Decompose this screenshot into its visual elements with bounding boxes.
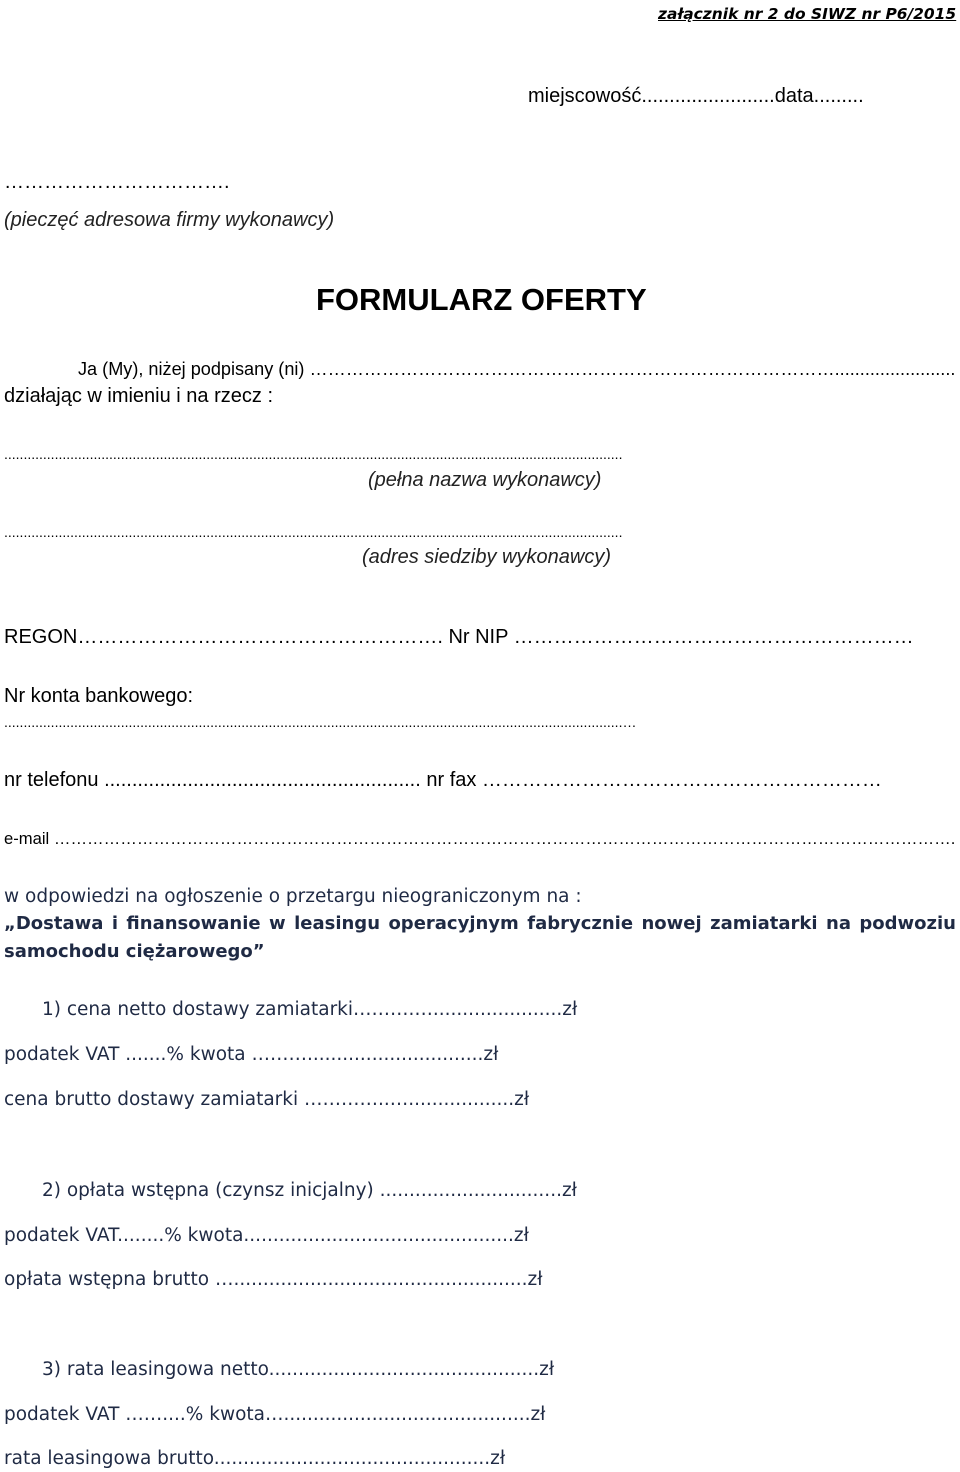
lease-installment-gross-line: rata leasingowa brutto...............................................zł [4, 1448, 506, 1469]
email-line: e-mail ………………………………………………………………………………………………………………………………………………. [4, 829, 956, 848]
gross-price-line: cena brutto dostawy zamiatarki …………..…..................zł [4, 1089, 530, 1110]
tender-intro: w odpowiedzi na ogłoszenie o przetargu nieograniczonym na : [4, 886, 582, 907]
bank-account-dots: ...............................................................................................................................................................… [4, 714, 637, 730]
attachment-reference: załącznik nr 2 do SIWZ nr P6/2015 [658, 5, 957, 23]
initial-fee-line: 2) opłata wstępna (czynsz inicjalny) ...............................zł [42, 1180, 577, 1201]
company-address-caption: (adres siedziby wykonawcy) [362, 546, 611, 568]
lease-installment-line: 3) rata leasingowa netto..............................................zł [42, 1359, 555, 1380]
initial-fee-gross-line: opłata wstępna brutto …..................................................zł [4, 1269, 543, 1290]
phone-fax-line: nr telefonu ......................................................... nr fax …………………………………………………… [4, 769, 882, 791]
form-title: FORMULARZ OFERTY [316, 282, 647, 317]
stamp-caption: (pieczęć adresowa firmy wykonawcy) [4, 209, 335, 231]
undersigned-line: Ja (My), niżej podpisany (ni) ……………………………………………………………………………........................ [78, 359, 956, 379]
bank-account-label: Nr konta bankowego: [4, 685, 194, 707]
company-name-dots: ............................................................................................................................................................... [4, 446, 623, 462]
company-address-dots: ............................................................................................................................................................... [4, 524, 623, 540]
company-name-caption: (pełna nazwa wykonawcy) [368, 469, 602, 491]
acting-on-behalf-label: działając w imieniu i na rzecz : [4, 385, 273, 407]
vat-line-3: podatek VAT ……....% kwota…..........................................zł [4, 1404, 546, 1425]
vat-line-2: podatek VAT........% kwota..............................................zł [4, 1225, 529, 1246]
tender-subject: „Dostawa i finansowanie w leasingu operacyjnym fabrycznie nowej zamiatarki na podwoziu samochodu ciężarowego” [4, 913, 956, 962]
regon-nip-line: REGON………………………………………………. Nr NIP …………………………………………………… [4, 626, 914, 648]
vat-line-1: podatek VAT .......% kwota ………..............................zł [4, 1044, 499, 1065]
net-price-line: 1) cena netto dostawy zamiatarki……….…......................zł [42, 999, 578, 1020]
stamp-dots: ……………………………. [4, 171, 230, 193]
place-date-field: miejscowość........................data......... [528, 85, 864, 107]
